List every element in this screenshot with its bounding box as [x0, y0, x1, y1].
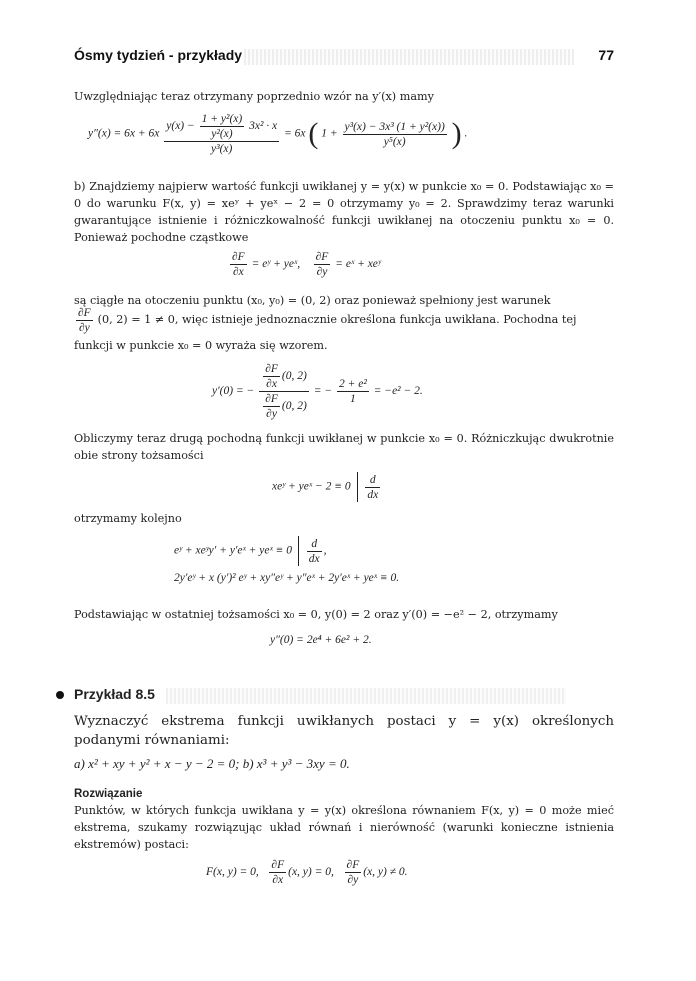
cond-c3-den: ∂y: [347, 874, 359, 886]
condition-fraction: [74, 307, 98, 334]
eq3-main-fraction: [259, 362, 309, 421]
paragraph-c2-text: (0, 2) = 1 ≠ 0, więc istnieje jednoznacznie określona funkcja uwikłana. Pochodna tej: [97, 313, 577, 327]
eq4-bar: [357, 472, 358, 502]
eq1-lhs: y″(x) = 6x + 6x: [88, 127, 160, 140]
cond-c2-rhs: (x, y) = 0,: [288, 866, 334, 879]
paragraph-b: b) Znajdziemy najpierw wartość funkcji uwikłanej y = y(x) w punkcie x₀ = 0. Podstawiając x₀ = 0 do warunku F(x, y) = xeʸ + yeˣ − 2 = 0 otrzymamy y₀ = 2. Sprawdzimy teraz warunki gwarantujące istnienie i różniczkowalność funkcji uwikłanej na otoczeniu punktu x₀ = 0. Ponieważ pochodne cząstkowe: [74, 180, 614, 244]
eq1-inner-den: y²(x): [211, 128, 233, 140]
example-header: [56, 686, 616, 708]
eq1-end: .: [464, 127, 468, 140]
eq3-bot-num: ∂F: [265, 393, 278, 405]
eq2-f2-rhs: = eˣ + xeʸ: [335, 258, 381, 271]
eq1-num-prefix: y(x) −: [166, 120, 195, 133]
left-paren: (: [308, 117, 319, 150]
eq5-lhs: eʸ + xeʸy′ + y′eˣ + yeˣ ≡ 0: [174, 544, 293, 557]
eq5-operator: [307, 537, 322, 566]
eq3-val-den: 1: [350, 393, 356, 405]
eq4-lhs: xeʸ + yeˣ − 2 ≡ 0: [272, 480, 351, 493]
equation-result: y″(0) = 2e⁴ + 6e² + 2.: [270, 634, 372, 646]
eq3-lhs: y′(0) = −: [212, 385, 255, 398]
example-equations: a) x² + xy + y² + x − y − 2 = 0; b) x³ + y³ − 3xy = 0.: [74, 756, 350, 771]
equation-identity: [272, 472, 382, 502]
equation-second-diff: 2y′eʸ + x (y′)² eʸ + xy″eʸ + y″eˣ + 2y′eˣ + yeˣ ≡ 0.: [174, 572, 400, 584]
solution-text: Punktów, w których funkcja uwikłana y = y(x) określona równaniem F(x, y) = 0 może mieć ekstrema, szukamy rozwiązując układ równań i nierówność (warunki konieczne istnienia ekstremów) postaci:: [74, 804, 614, 851]
cond-c1: F(x, y) = 0,: [206, 866, 259, 879]
eq3-top-frac: [263, 362, 280, 391]
example-title: Przykład 8.5: [74, 686, 155, 702]
eq1-main-fraction: [164, 112, 279, 156]
eq3-end: = −e² − 2.: [373, 385, 423, 398]
paragraph-c2: [74, 306, 614, 335]
cond-frac-dy: [345, 858, 362, 887]
paragraph-e: otrzymamy kolejno: [74, 512, 182, 525]
eq3-bot-den: ∂y: [266, 408, 277, 420]
cond-frac-dx: [269, 858, 286, 887]
eq2-frac-dy: [314, 250, 331, 279]
eq1-num-suffix: 3x² · x: [249, 120, 278, 133]
header-title: Ósmy tydzień - przykłady: [74, 47, 243, 63]
eq4-op-den: dx: [367, 488, 379, 501]
eq5-end: ,: [323, 544, 327, 557]
eq2-f1-rhs: = eʸ + yeˣ,: [251, 258, 301, 271]
eq3-top-arg: (0, 2): [281, 370, 307, 383]
paragraph-f: Podstawiając w ostatniej tożsamości x₀ = 0, y(0) = 2 oraz y′(0) = −e² − 2, otrzymamy: [74, 608, 558, 621]
page-header: [74, 47, 614, 71]
example-text: Wyznaczyć ekstrema funkcji uwikłanych postaci y = y(x) określonych podanymi równaniami:: [74, 714, 614, 748]
eq1-rhs-one: 1 +: [321, 127, 338, 140]
eq2-frac-dx: [230, 250, 247, 279]
eq3-mid: = −: [313, 385, 333, 398]
eq5-op-num: d: [307, 537, 322, 552]
eq5-bar: [298, 536, 299, 566]
eq1-rhs-fraction: [343, 120, 447, 149]
eq3-bot-frac: [263, 392, 280, 421]
page-number: 77: [598, 47, 614, 63]
equation-partials: [228, 250, 381, 279]
paragraph-d: Obliczymy teraz drugą pochodną funkcji uwikłanej w punkcie x₀ = 0. Różniczkując dwukrotnie obie strony tożsamości: [74, 432, 614, 462]
solution-label: Rozwiązanie: [74, 788, 143, 800]
eq1-rhs-num: y³(x) − 3x³ (1 + y²(x)): [344, 120, 445, 133]
header-scan-band: [244, 49, 574, 65]
equation-first-diff: [174, 536, 327, 566]
eq1-inner-fraction: [200, 112, 245, 141]
eq2-f2-num: ∂F: [315, 251, 329, 263]
cond-frac-num: ∂F: [78, 307, 91, 319]
eq1-rhs-den: y⁵(x): [383, 135, 406, 148]
cond-frac: [76, 306, 93, 335]
cond-frac-den: ∂y: [78, 322, 90, 334]
cond-c3-rhs: (x, y) ≠ 0.: [363, 866, 408, 879]
eq1-mid: = 6x: [284, 127, 306, 140]
equation-second-derivative: [88, 112, 467, 156]
cond-c3-num: ∂F: [346, 859, 360, 871]
eq3-val-num: 2 + e²: [338, 378, 367, 390]
intro-text: Uwzględniając teraz otrzymany poprzednio wzór na y′(x) mamy: [74, 90, 434, 103]
cond-c2-den: ∂x: [272, 874, 284, 886]
cond-c2-num: ∂F: [271, 859, 285, 871]
eq2-f1-num: ∂F: [232, 251, 245, 263]
equation-first-derivative: [212, 362, 423, 421]
eq4-op-num: d: [365, 473, 380, 488]
eq1-inner-num: 1 + y²(x): [201, 113, 243, 125]
paragraph-c1: są ciągłe na otoczeniu punktu (x₀, y₀) = (0, 2) oraz ponieważ spełniony jest warunek: [74, 294, 551, 307]
eq2-f2-den: ∂y: [316, 266, 328, 278]
eq1-den: y³(x): [211, 143, 233, 155]
eq5-op-den: dx: [308, 552, 320, 565]
eq3-top-num: ∂F: [265, 363, 278, 375]
example-scan-band: [166, 688, 566, 704]
paragraph-c3: funkcji w punkcie x₀ = 0 wyraża się wzorem.: [74, 339, 328, 352]
equation-conditions: [206, 858, 408, 887]
bullet-icon: [56, 691, 64, 699]
right-paren: ): [451, 117, 462, 150]
eq2-f1-den: ∂x: [232, 266, 244, 278]
eq3-top-den: ∂x: [266, 378, 277, 390]
eq3-bot-arg: (0, 2): [281, 400, 307, 413]
eq3-value-fraction: [337, 377, 369, 406]
eq4-operator: [365, 473, 380, 502]
